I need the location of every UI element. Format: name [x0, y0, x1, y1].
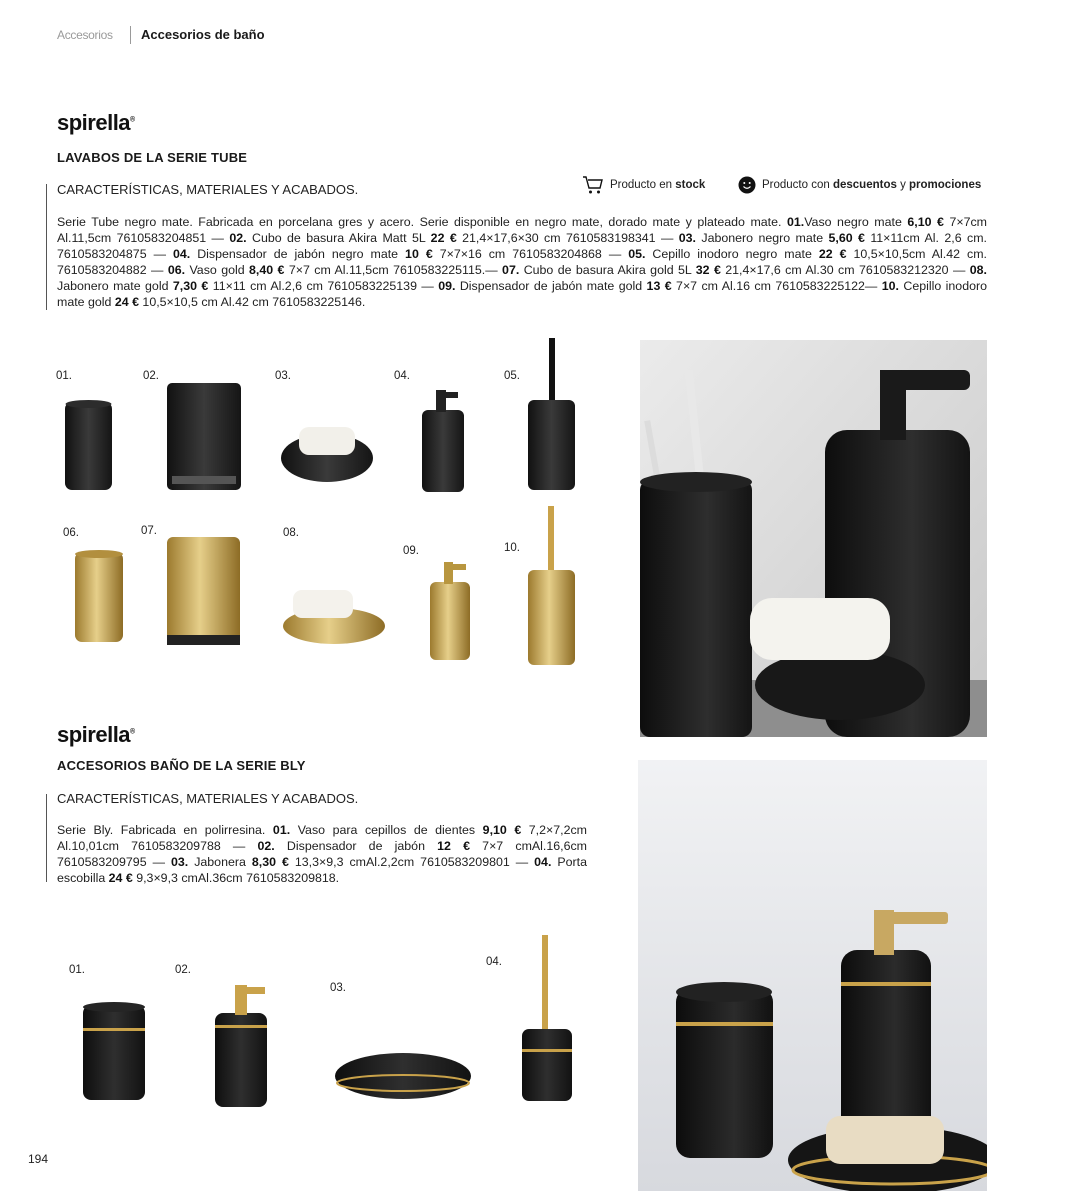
description-text: Cepillo inodoro mate gold: [57, 279, 987, 309]
tube-products-illustration: [50, 330, 590, 680]
description-text: Cubo de basura Akira gold 5L: [519, 263, 696, 277]
description-emphasis: 8,40 €: [249, 263, 285, 277]
description-text: Jabonero mate gold: [57, 279, 173, 293]
legend-promo: Producto con descuentos y promociones: [738, 176, 981, 194]
item-number: 04.: [394, 370, 410, 382]
divider: [46, 184, 47, 310]
description-text: 11×11cm Al. 2,6 cm. 7610583204875 —: [57, 231, 987, 261]
description-text: Porta escobilla: [57, 855, 588, 885]
page-number: 194: [28, 1152, 49, 1166]
section-subtitle: CARACTERÍSTICAS, MATERIALES Y ACABADOS.: [57, 182, 359, 197]
section-title: LAVABOS DE LA SERIE TUBE: [57, 150, 248, 165]
description-emphasis: 12 €: [437, 839, 470, 853]
description-emphasis: 9,10 €: [482, 823, 522, 837]
description-emphasis: 22 €: [818, 247, 847, 261]
black-dispenser: [422, 390, 464, 492]
description-emphasis: 22 €: [430, 231, 457, 245]
description-text: 7×7 cmAl.16,6cm 7610583209795 —: [57, 839, 587, 869]
description-emphasis: 24 €: [108, 871, 133, 885]
description-emphasis: 7,30 €: [172, 279, 209, 293]
description-emphasis: 01.: [272, 823, 291, 837]
description-text: 7,2×7,2cm Al.10,01cm 7610583209788 —: [57, 823, 587, 853]
description-text: Vaso gold: [185, 263, 250, 277]
item-number: 02.: [143, 370, 159, 382]
description-text: Vaso para cepillos de dientes: [290, 823, 483, 837]
description-text: Dispensador de jabón: [274, 839, 438, 853]
section-title: ACCESORIOS BAÑO DE LA SERIE BLY: [57, 758, 306, 773]
item-number: 03.: [275, 370, 291, 382]
item-number: 01.: [56, 370, 72, 382]
description-text: 7×7cm Al.11,5cm 7610583204851 —: [57, 215, 987, 245]
tube-photo-image: [640, 340, 987, 737]
description-text: Jabonera: [188, 855, 252, 869]
description-text: 21,4×17,6 cm Al.30 cm 7610583212320 —: [720, 263, 970, 277]
item-number: 05.: [504, 370, 520, 382]
gold-toilet-brush: [528, 506, 575, 665]
divider: [46, 794, 47, 882]
section-subtitle: CARACTERÍSTICAS, MATERIALES Y ACABADOS.: [57, 791, 359, 806]
description-emphasis: 32 €: [695, 263, 721, 277]
bly-product-photo: [638, 760, 987, 1191]
description-text: Dispensador de jabón mate gold: [455, 279, 647, 293]
breadcrumb-parent[interactable]: Accesorios: [57, 28, 113, 42]
black-toilet-brush: [528, 338, 575, 490]
description-text: Vaso negro mate: [804, 215, 908, 229]
description-emphasis: 09.: [438, 279, 456, 293]
tube-product-photo: [640, 340, 987, 737]
description-emphasis: 13 €: [646, 279, 672, 293]
gold-cup: [75, 550, 123, 642]
item-number: 03.: [330, 982, 346, 994]
bly-soap-dish: [335, 1053, 471, 1099]
breadcrumb-separator: [130, 26, 131, 44]
description-text: 7×7 cm Al.16 cm 7610583225122—: [671, 279, 882, 293]
section-description: [57, 214, 987, 310]
description-emphasis: 04.: [534, 855, 552, 869]
description-text: 9,3×9,3 cmAl.36cm 7610583209818.: [132, 871, 340, 885]
description-emphasis: 10.: [881, 279, 899, 293]
description-emphasis: 05.: [628, 247, 646, 261]
description-emphasis: 04.: [172, 247, 191, 261]
gold-soap-dish: [283, 590, 385, 644]
brand-logo: spirella®: [57, 110, 135, 135]
description-emphasis: 02.: [229, 231, 247, 245]
item-number: 09.: [403, 545, 419, 557]
description-emphasis: 01.: [786, 215, 805, 229]
legend-stock: Producto en stock: [582, 175, 705, 195]
description-emphasis: 07.: [502, 263, 520, 277]
bly-photo-image: [638, 760, 987, 1191]
description-text: 7×7×16 cm 7610583204868 —: [432, 247, 629, 261]
item-number: 04.: [486, 956, 502, 968]
description-emphasis: 6,10 €: [907, 215, 944, 229]
item-number: 07.: [141, 525, 157, 537]
bly-dispenser: [215, 985, 267, 1107]
description-emphasis: 8,30 €: [251, 855, 289, 869]
description-text: Cubo de basura Akira Matt 5L: [246, 231, 431, 245]
black-soap-dish: [281, 427, 373, 482]
description-text: 7×7 cm Al.11,5cm 7610583225115.—: [284, 263, 503, 277]
description-text: 10,5×10,5 cm Al.42 cm 7610583225146.: [138, 295, 366, 309]
description-text: 11×11 cm Al.2,6 cm 7610583225139 —: [208, 279, 439, 293]
description-emphasis: 03.: [678, 231, 696, 245]
gold-dispenser: [430, 562, 470, 660]
bly-toilet-brush: [522, 935, 572, 1101]
bly-cup: [83, 1002, 145, 1100]
smiley-icon: [738, 176, 756, 194]
description-emphasis: 10 €: [405, 247, 433, 261]
description-text: Jabonero negro mate: [695, 231, 829, 245]
item-number: 08.: [283, 527, 299, 539]
brand-logo: spirella®: [57, 722, 135, 747]
black-cup: [65, 400, 112, 490]
description-text: 13,3×9,3 cmAl.2,2cm 7610583209801 —: [288, 855, 535, 869]
item-number: 01.: [69, 964, 85, 976]
description-text: 21,4×17,6×30 cm 7610583198341 —: [456, 231, 679, 245]
description-emphasis: 06.: [167, 263, 186, 277]
description-text: Dispensador de jabón negro mate: [190, 247, 406, 261]
breadcrumb-current: Accesorios de baño: [141, 27, 265, 42]
description-emphasis: 24 €: [114, 295, 139, 309]
description-emphasis: 03.: [170, 855, 189, 869]
description-text: Cepillo inodoro negro mate: [645, 247, 819, 261]
item-number: 06.: [63, 527, 79, 539]
gold-bin: [167, 537, 240, 645]
description-emphasis: 02.: [257, 839, 275, 853]
cart-icon: [582, 175, 604, 195]
item-number: 10.: [504, 542, 520, 554]
description-text: Serie Tube negro mate. Fabricada en porcelana gres y acero. Serie disponible en negro mate, dorado mate y plateado mate.: [57, 215, 787, 229]
black-bin: [167, 383, 241, 490]
description-emphasis: 5,60 €: [828, 231, 865, 245]
bly-products-illustration: [50, 925, 590, 1115]
description-text: 10,5×10,5cm Al.42 cm. 7610583204882 —: [57, 247, 987, 277]
section-description: [57, 822, 587, 886]
item-number: 02.: [175, 964, 191, 976]
description-text: Serie Bly. Fabricada en polirresina.: [57, 823, 273, 837]
description-emphasis: 08.: [969, 263, 987, 277]
